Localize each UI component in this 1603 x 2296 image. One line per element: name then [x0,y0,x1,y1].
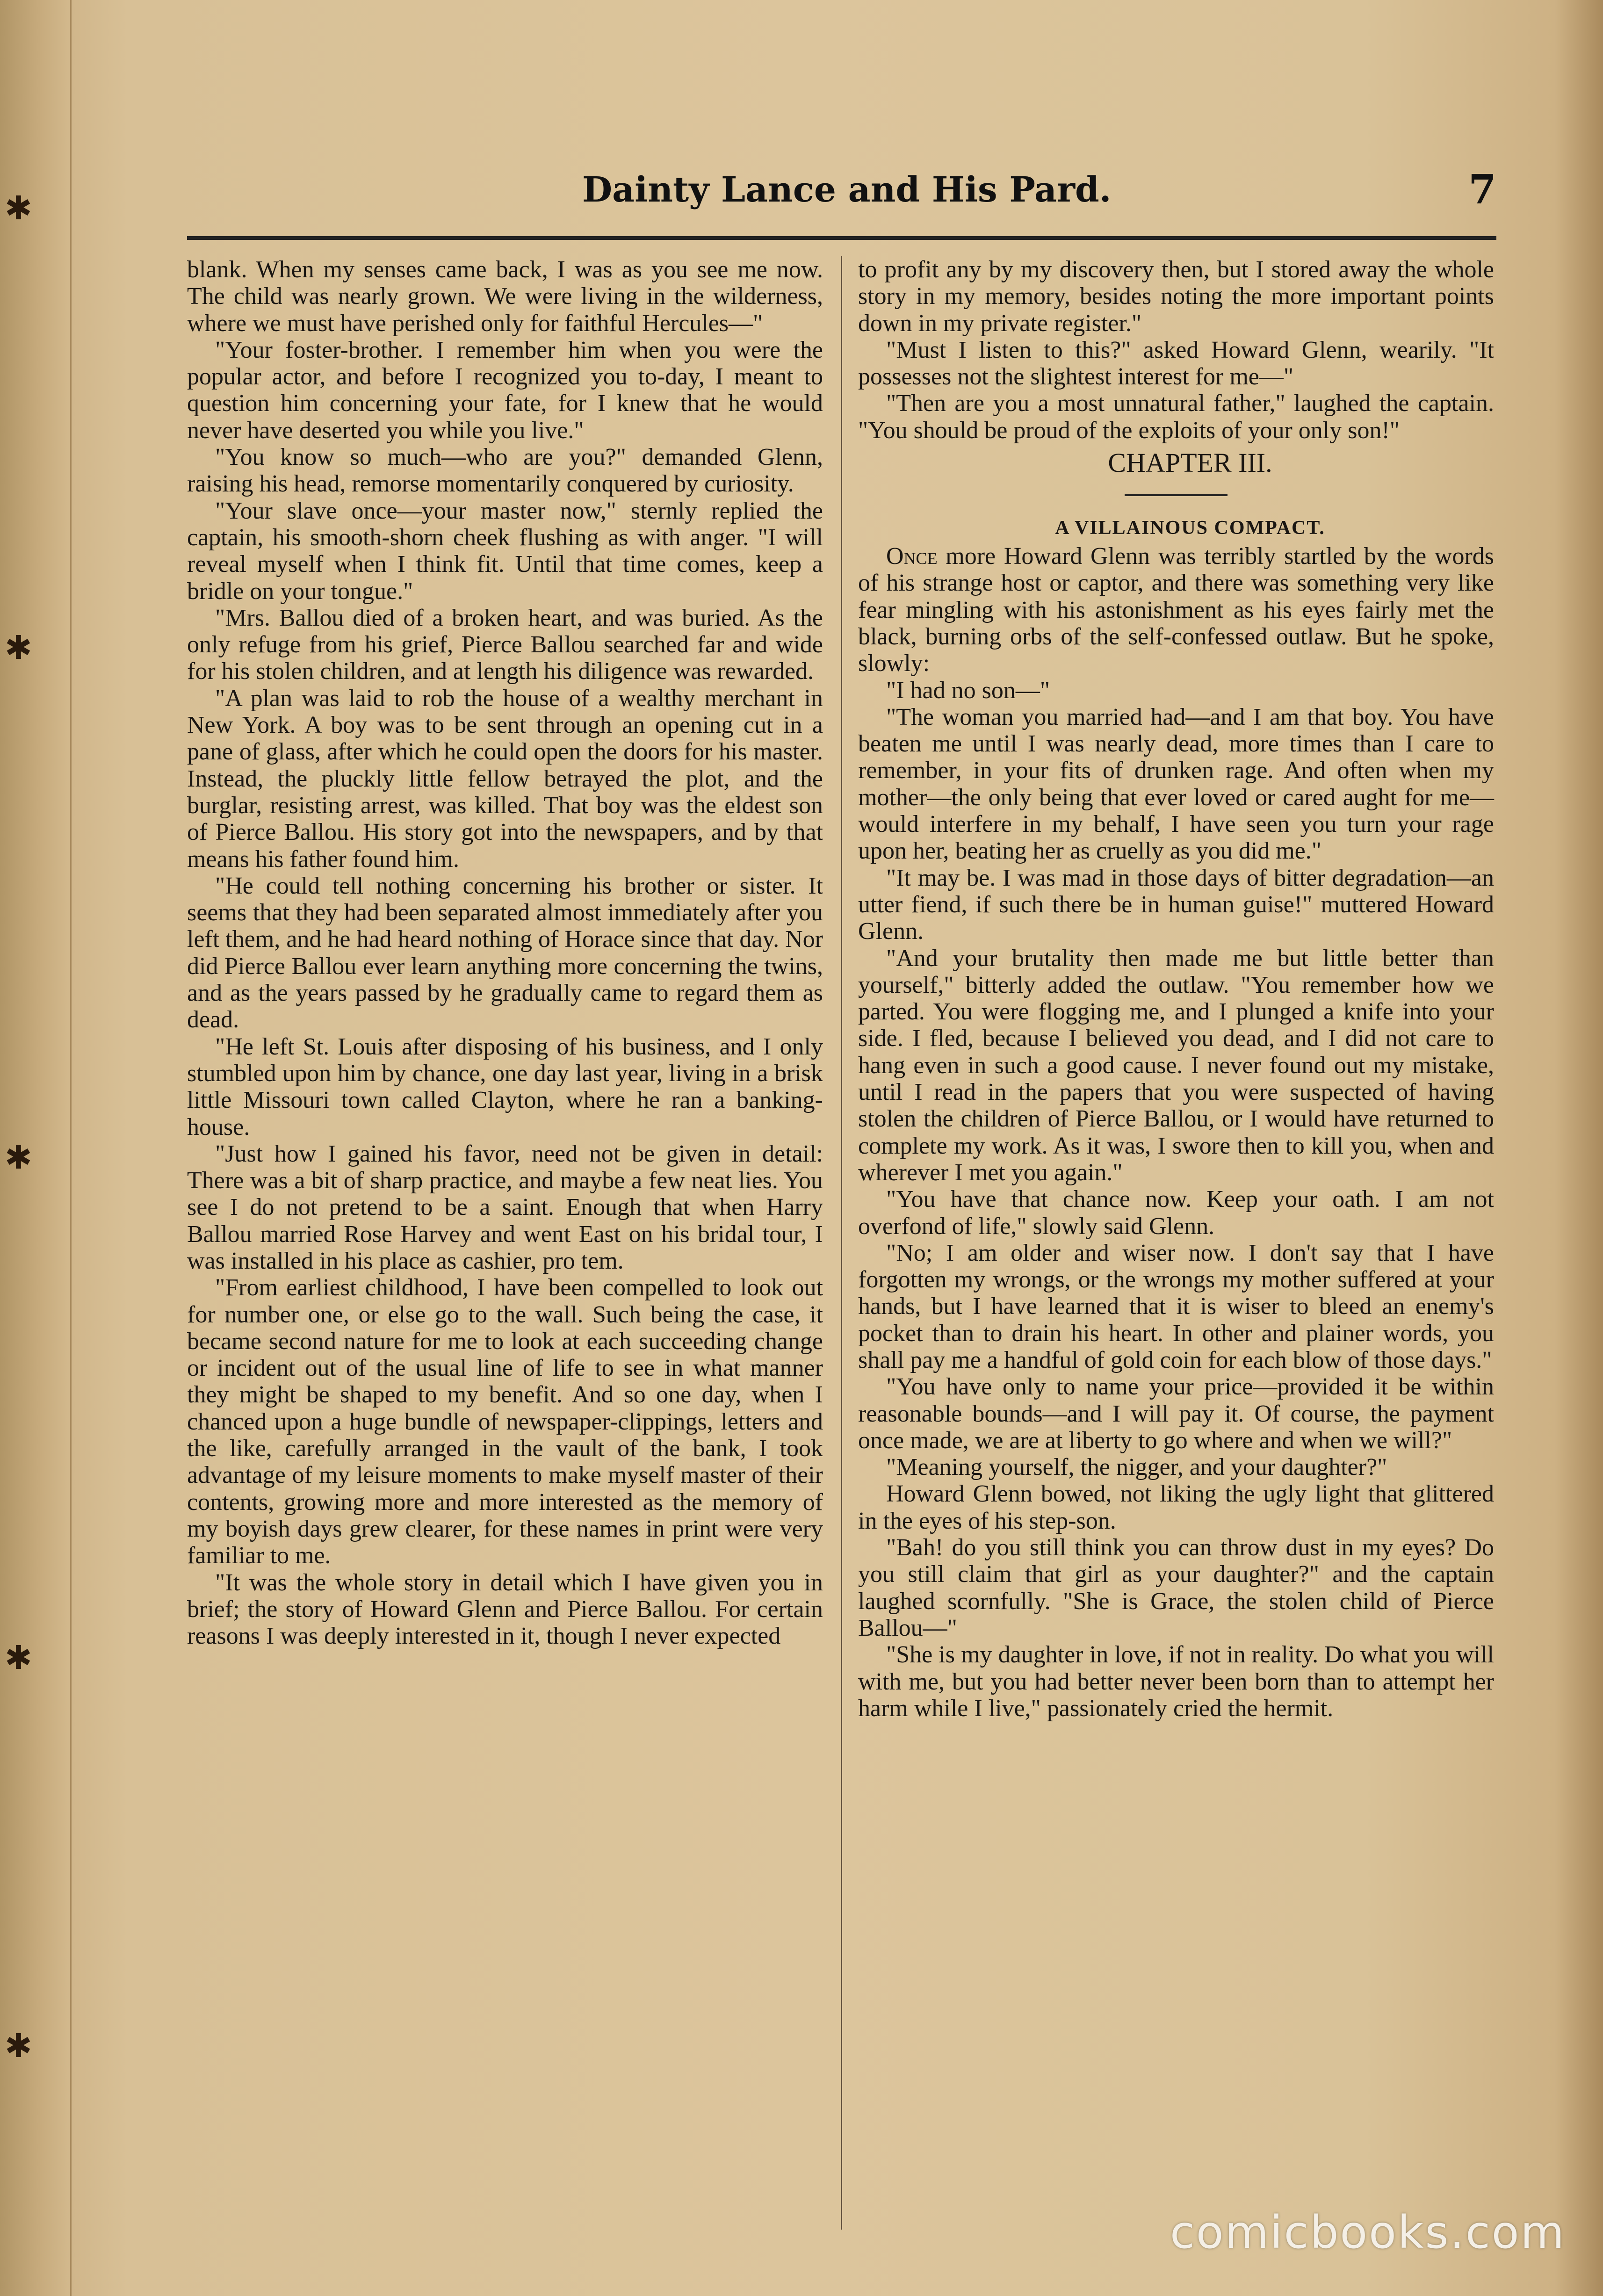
paragraph: "Your foster-brother. I remember him when you were the popular actor, and before I recognized you to-day, I meant to question him concerning your fate, for I knew that he would never have deserted you while you live." [187,336,823,444]
chapter-subtitle: A VILLAINOUS COMPACT. [1055,517,1325,539]
paragraph: "He could tell nothing concerning his brother or sister. It seems that they had been separated almost immediately after you left them, and he had heard nothing of Horace since that day. Nor did Pierce Ballou ever learn anything more concerning the twins, and as the years passed by he gradually came to regard them as dead. [187,872,823,1033]
watermark: comicbooks.com [1170,2206,1566,2259]
paragraph: "And your brutality then made me but little better than yourself," bitterly added the outlaw. "You remember how we parted. You were flogging me, and I plunged a knife into your side. I fled, because I believed you dead, and I did not care to hang even in such a good cause. I never found out my mistake, until I read in the papers that you were suspected of having stolen the children of Pierce Ballou, or I would have returned to complete my work. As it was, I swore then to kill you, when and wherever I met you again." [858,945,1494,1186]
paragraph: "Bah! do you still think you can throw dust in my eyes? Do you still claim that girl as your daughter?" and the captain laughed scornfully. "She is Grace, the stolen child of Pierce Ballou—" [858,1534,1494,1641]
running-title: Dainty Lance and His Pard. [582,170,1112,210]
paragraph: "Just how I gained his favor, need not be given in detail: There was a bit of sharp practice, and maybe a few neat lies. You see I do not pretend to be a saint. Enough that when Harry Ballou married Rose Harvey and went East on his bridal tour, I was installed in his place as cashier, pro tem. [187,1140,823,1274]
binding-hole-icon: ✱ [5,628,32,667]
paragraph: "Meaning yourself, the nigger, and your daughter?" [886,1454,1387,1481]
header-rule [187,236,1496,240]
paragraph: "Mrs. Ballou died of a broken heart, and was buried. As the only refuge from his grief, Pierce Ballou searched far and wide for his stolen children, and at length his diligence was rewarded. [187,604,823,685]
paragraph: "From earliest childhood, I have been compelled to look out for number one, or else go to the wall. Such being the case, it became second nature for me to look at each succeeding change or incident out of the usual line of life to see in what manner they might be shaped to my benefit. And so one day, when I chanced upon a huge bundle of newspaper-clippings, letters and the like, carefully arranged in the vault of the bank, I took advantage of my leisure moments to make myself master of their contents, growing more and more interested as the memory of my boyish days grew clearer, for these names in print were very familiar to me. [187,1274,823,1569]
paragraph: blank. When my senses came back, I was as you see me now. The child was nearly grown. We were living in the wilderness, where we must have perished only for faithful Hercules—" [187,256,823,337]
paragraph: "It may be. I was mad in those days of bitter degradation—an utter fiend, if such there be in human guise!" muttered Howard Glenn. [858,864,1494,945]
paragraph: "I had no son—" [886,677,1050,704]
paragraph: "A plan was laid to rob the house of a wealthy merchant in New York. A boy was to be sent through an opening cut in a pane of glass, after which he could open the doors for his master. Instead, the pluckly little fellow betrayed the plot, and the burglar, resisting arrest, was killed. That boy was the eldest son of Pierce Ballou. His story got into the newspapers, and by that means his father found him. [187,685,823,873]
binding-hole-icon: ✱ [5,1138,32,1177]
right-column [858,256,1494,1722]
binding-hole-icon: ✱ [5,189,32,227]
left-column [187,256,823,1649]
paragraph [858,543,1494,677]
paragraph: "It was the whole story in detail which I have given you in brief; the story of Howard Glenn and Pierce Ballou. For certain reasons I was deeply interested in it, though I never expected [187,1569,823,1650]
chapter-rule [1125,494,1228,496]
paragraph: "No; I am older and wiser now. I don't say that I have forgotten my wrongs, or the wrongs my mother suffered at your hands, but I have learned that it is wiser to bleed an enemy's pocket than to drain his heart. In other and plainer words, you shall pay me a handful of gold coin for each blow of those days." [858,1239,1494,1373]
column-divider [841,256,842,2230]
binding-hole-icon: ✱ [5,1639,32,1677]
binding-hole-icon: ✱ [5,2027,32,2065]
paragraph: "Then are you a most unnatural father," laughed the captain. "You should be proud of the exploits of your only son!" [858,390,1494,444]
paragraph: "He left St. Louis after disposing of his business, and I only stumbled upon him by chance, one day last year, living in a brisk little Missouri town called Clayton, where he ran a banking-house. [187,1033,823,1141]
paragraph: "Must I listen to this?" asked Howard Glenn, wearily. "It possesses not the slightest interest for me—" [858,336,1494,390]
paragraph: "You have only to name your price—provided it be within reasonable bounds—and I will pay it. Of course, the payment once made, we are at liberty to go where and when we will?" [858,1373,1494,1454]
opening-text: more Howard Glenn was terribly startled by the words of his strange host or captor, and there was something very like fear mingling with his astonishment as his eyes fairly met the black, burning orbs of the self-confessed outlaw. But he spoke, slowly: [858,543,1494,677]
chapter-heading: CHAPTER III. [1108,448,1272,478]
page-header [187,166,1496,231]
paragraph: "Your slave once—your master now," sternly replied the captain, his smooth-shorn cheek flushing as with anger. "I will reveal myself when I think fit. Until that time comes, keep a bridle on your tongue." [187,497,823,605]
opening-word: Once [886,543,938,570]
paragraph: "You know so much—who are you?" demanded Glenn, raising his head, remorse momentarily conquered by curiosity. [187,444,823,498]
paragraph: "She is my daughter in love, if not in reality. Do what you will with me, but you had better never been born than to attempt her harm while I live," passionately cried the hermit. [858,1641,1494,1722]
paragraph: "You have that chance now. Keep your oath. I am not overfond of life," slowly said Glenn. [858,1186,1494,1240]
page-number: 7 [1468,166,1496,213]
paragraph: "The woman you married had—and I am that boy. You have beaten me until I was nearly dead, more times than I care to remember, in your fits of drunken rage. And often when my mother—the only being that ever loved or cared aught for me—would interfere in my behalf, I have seen you turn your rage upon her, beating her as cruelly as you did me." [858,703,1494,865]
paragraph: Howard Glenn bowed, not liking the ugly light that glittered in the eyes of his step-son. [858,1480,1494,1534]
paragraph: to profit any by my discovery then, but I stored away the whole story in my memory, besides noting the more important points down in my private register." [858,256,1494,337]
